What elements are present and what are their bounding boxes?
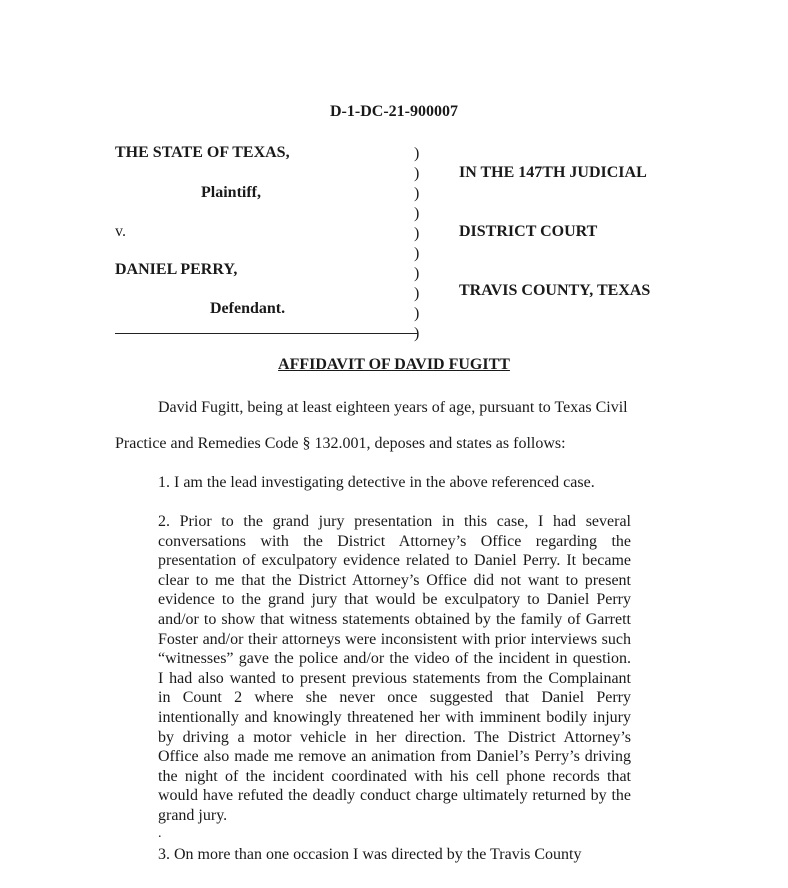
court-line-2: DISTRICT COURT — [459, 223, 598, 240]
paragraph-2-line: would have refuted the deadly conduct charge ultimately returned by the — [158, 787, 631, 805]
paragraph-2-line: grand jury. — [158, 806, 228, 824]
paren: ) — [414, 205, 420, 222]
paragraph-2-line: “witnesses” gave the police and/or the video of the incident in question. — [158, 650, 631, 668]
defendant-role: Defendant. — [210, 300, 286, 317]
versus-label: v. — [115, 223, 126, 240]
paragraph-3: 3. On more than one occasion I was directed by the Travis County — [158, 846, 582, 863]
defendant-name: DANIEL PERRY, — [115, 261, 238, 278]
case-number: D-1-DC-21-900007 — [330, 103, 458, 120]
caption-parentheses — [414, 144, 419, 344]
paren: ) — [414, 305, 420, 322]
paragraph-2-line: clear to me that the District Attorney’s Office did not want to present — [158, 571, 631, 589]
paren: ) — [414, 225, 420, 242]
paragraph-2-line: I had also wanted to present previous statements from the Complainant — [158, 669, 631, 687]
paragraph-1: 1. I am the lead investigating detective in the above referenced case. — [158, 474, 595, 491]
paren: ) — [414, 145, 420, 162]
plaintiff-role: Plaintiff, — [201, 184, 261, 201]
paragraph-2-line: by driving a motor vehicle in her direction. The District Attorney’s — [158, 728, 631, 746]
document-title: AFFIDAVIT OF DAVID FUGITT — [278, 356, 510, 373]
court-line-1: IN THE 147TH JUDICIAL — [459, 164, 647, 181]
paren: ) — [414, 265, 420, 282]
paragraph-2-line: conversations with the District Attorney’s Office regarding the — [158, 532, 631, 550]
paren: ) — [414, 245, 420, 262]
paragraph-2-line: presentation of exculpatory evidence related to Daniel Perry. It became — [158, 552, 631, 570]
court-line-3: TRAVIS COUNTY, TEXAS — [459, 282, 651, 299]
paren: ) — [414, 325, 420, 342]
paren: ) — [414, 165, 420, 182]
paragraph-2 — [158, 512, 631, 826]
intro-line-1: David Fugitt, being at least eighteen years of age, pursuant to Texas Civil — [158, 399, 628, 416]
plaintiff-name: THE STATE OF TEXAS, — [115, 144, 290, 161]
paragraph-2-line: intentionally and knowingly threatened her with imminent bodily injury — [158, 708, 631, 726]
paragraph-2-line: 2. Prior to the grand jury presentation in this case, I had several — [158, 513, 631, 530]
paren: ) — [414, 285, 420, 302]
paragraph-2-line: in Count 2 where she never once suggested that Daniel Perry — [158, 689, 631, 707]
paragraph-2-line: Office also made me remove an animation from Daniel’s Perry’s driving — [158, 748, 631, 766]
paren: ) — [414, 185, 420, 202]
stray-mark: . — [158, 826, 162, 841]
paragraph-2-line: Foster and/or their attorneys were inconsistent with prior interviews such — [158, 630, 631, 648]
caption-underline — [115, 333, 418, 334]
paragraph-2-line: and/or to show that witness statements obtained by the family of Garrett — [158, 610, 631, 628]
paragraph-2-line: evidence to the grand jury that would be exculpatory to Daniel Perry — [158, 591, 631, 609]
intro-line-2: Practice and Remedies Code § 132.001, deposes and states as follows: — [115, 435, 566, 452]
paragraph-2-line: the night of the incident coordinated with his cell phone records that — [158, 767, 631, 785]
